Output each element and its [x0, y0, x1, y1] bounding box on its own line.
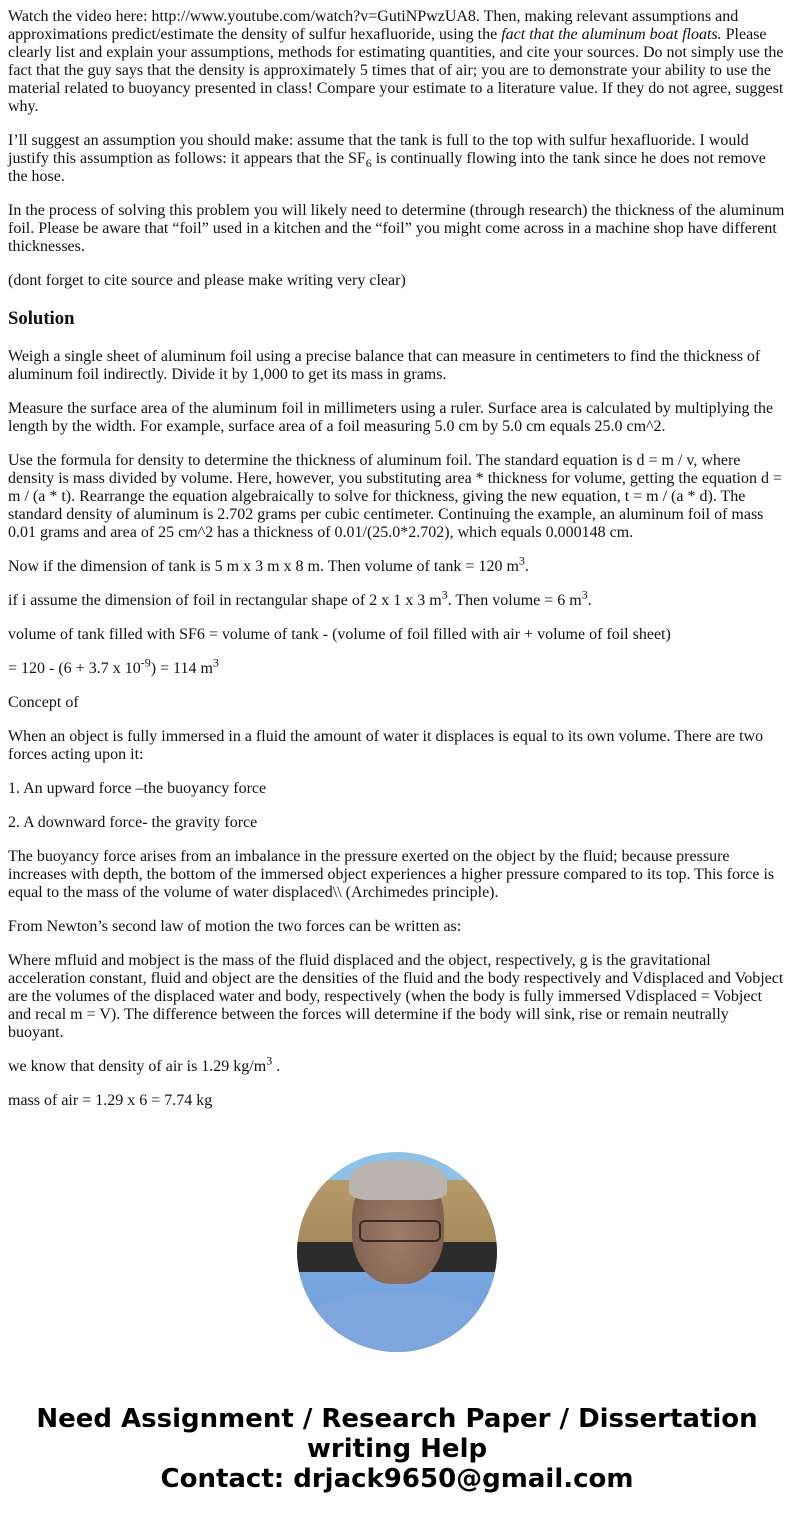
avatar-shirt-shape: [307, 1292, 487, 1352]
solution-paragraph: Where mfluid and mobject is the mass of the fluid displaced and the object, respectively, g is the gravitational acceleration constant, fluid and object are the densities of the fluid and the body respectively and Vdisplaced and Vobject are the volumes of the displaced water and body, respectively (when the body is fully immersed Vdisplaced = Vobject and recal m = V). The difference between the forces will determine if the body will sink, rise or remain neutrally buoyant.: [8, 952, 784, 1041]
solution-paragraph: Measure the surface area of the aluminum foil in millimeters using a ruler. Surface area is calculated by multiplying the length by the width. For example, surface area of a foil measuring 5.0 cm by 5.0 cm equals 25.0 cm^2.: [8, 400, 774, 435]
solution-paragraph: From Newton’s second law of motion the two forces can be written as:: [8, 918, 462, 935]
solution-paragraph: Weigh a single sheet of aluminum foil using a precise balance that can measure in centimeters to find the thickness of aluminum foil indirectly. Divide it by 1,000 to get its mass in grams.: [8, 348, 761, 383]
sf6-volume-line: volume of tank filled with SF6 = volume of tank - (volume of foil filled with air + volume of foil sheet): [8, 626, 671, 643]
force-item-1: 1. An upward force –the buoyancy force: [8, 780, 267, 797]
promo-line-1: Need Assignment / Research Paper / Dissertation: [36, 1404, 758, 1434]
air-mass-line: mass of air = 1.29 x 6 = 7.74 kg: [8, 1092, 213, 1109]
question-paragraph-4: (dont forget to cite source and please make writing very clear): [8, 272, 406, 289]
tank-volume-line: Now if the dimension of tank is 5 m x 3 m x 8 m. Then volume of tank = 120 $m^3$.: [8, 553, 529, 575]
promo-contact: Contact: drjack9650@gmail.com: [160, 1464, 634, 1494]
question-paragraph-1: Watch the video here: http://www.youtube.com/watch?v=GutiNPwzUA8. Then, making relevant assumptions and approximations predict/estimate the density of sulfur hexafluoride, using the fact that the aluminum boat floats. Please clearly list and explain your assumptions, methods for estimating quantities, and cite your sources. Do not simply use the fact that the guy says that the density is approximately 5 times that of air; you are to demonstrate your ability to use the material related to buoyancy presented in class! Compare your estimate to a literature value. If they do not agree, suggest why.: [8, 8, 784, 115]
solution-paragraph: Use the formula for density to determine the thickness of aluminum foil. The standard equation is d = m / v, where density is mass divided by volume. Here, however, you substituting area * thickness for volume, getting the equation d = m / (a * t). Rearrange the equation algebraically to solve for thickness, giving the new equation, t = m / (a * d). The standard density of aluminum is 2.702 grams per cubic centimeter. Continuing the example, an aluminum foil of mass 0.01 grams and area of 25 cm^2 has a thickness of 0.01/(25.0*2.702), which equals 0.000148 cm.: [8, 452, 783, 541]
air-density-line: we know that density of air is 1.29 $kg/m^3$ .: [8, 1053, 281, 1075]
promo-text: [0, 1404, 794, 1494]
promo-line-2: writing Help: [306, 1434, 488, 1464]
question-paragraph-3: In the process of solving this problem you will likely need to determine (through research) the thickness of the aluminum foil. Please be aware that “foil” used in a kitchen and the “foil” you might come across in a machine shop have different thicknesses.: [8, 202, 785, 255]
avatar-hair-shape: [349, 1160, 447, 1200]
concept-label: Concept of: [8, 694, 79, 711]
solution-heading: Solution: [8, 308, 75, 329]
solution-paragraph: The buoyancy force arises from an imbalance in the pressure exerted on the object by the fluid; because pressure increases with depth, the bottom of the immersed object experiences a higher pressure compared to its top. This force is equal to the mass of the volume of water displaced\\ (Archimedes principle).: [8, 848, 775, 901]
question-paragraph-2: I’ll suggest an assumption you should make: assume that the tank is full to the top with sulfur hexafluoride. I would justify this assumption as follows: it appears that the $SF_6$ is continually flowing into the tank since he does not remove the hose.: [8, 132, 766, 185]
author-avatar: [297, 1152, 497, 1352]
foil-volume-line: if i assume the dimension of foil in rectangular shape of 2 x 1 x 3 $m^3$. Then volume = 6 $m^3$.: [8, 587, 592, 609]
italic-phrase: fact that the aluminum boat floats.: [501, 26, 722, 43]
sf6-volume-result: = 120 - (6 + 3.7 x $10^{-9}) = 114$ $m^3$: [8, 655, 219, 677]
avatar-glasses-shape: [359, 1220, 441, 1242]
force-item-2: 2. A downward force- the gravity force: [8, 814, 258, 831]
solution-paragraph: When an object is fully immersed in a fluid the amount of water it displaces is equal to its own volume. There are two forces acting upon it:: [8, 728, 764, 763]
promo-banner: [0, 1122, 794, 1523]
